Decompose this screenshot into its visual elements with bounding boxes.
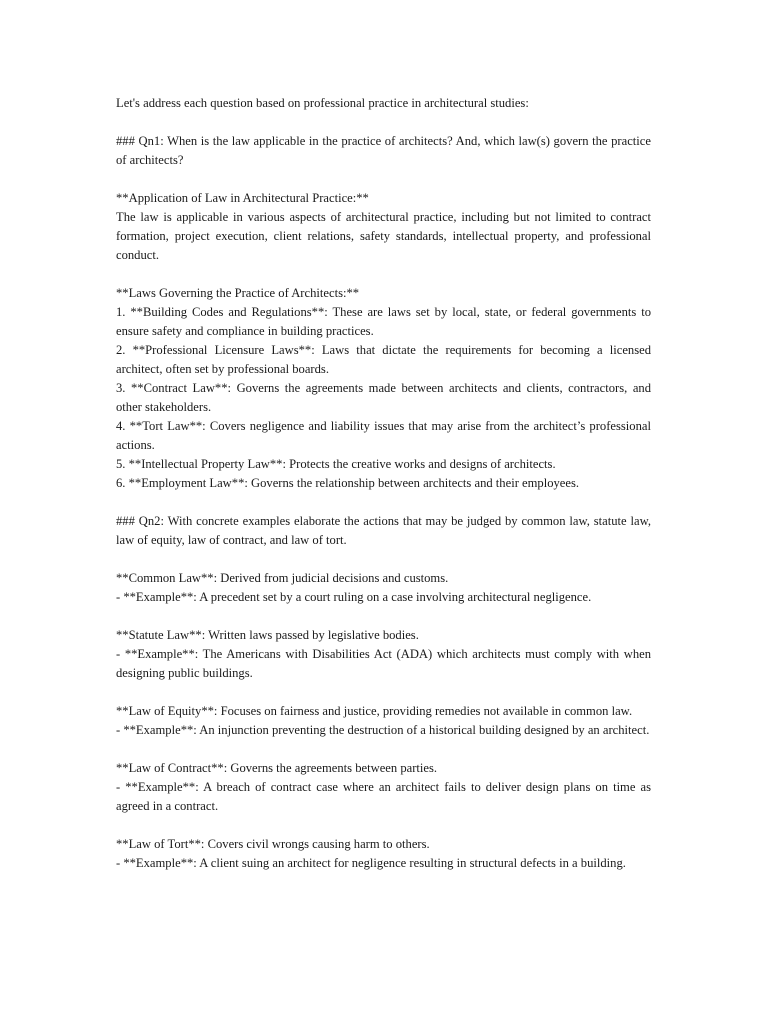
law-of-equity-title: **Law of Equity**: Focuses on fairness and justice, providing remedies not available in common law. xyxy=(116,704,633,718)
statute-law-example: - **Example**: The Americans with Disabilities Act (ADA) which architects must comply with when designing public buildings. xyxy=(116,647,651,680)
spacer xyxy=(116,683,651,702)
statute-law-title: **Statute Law**: Written laws passed by legislative bodies. xyxy=(116,628,419,642)
law-item-contract: 3. **Contract Law**: Governs the agreements made between architects and clients, contractors, and other stakeholders. xyxy=(116,381,651,414)
qn2-heading: ### Qn2: With concrete examples elaborate the actions that may be judged by common law, statute law, law of equity, law of contract, and law of tort. xyxy=(116,514,651,547)
spacer xyxy=(116,265,651,284)
law-item-tort: 4. **Tort Law**: Covers negligence and liability issues that may arise from the architect’s professional actions. xyxy=(116,419,651,452)
laws-title: **Laws Governing the Practice of Architects:** xyxy=(116,286,360,300)
qn1-heading: ### Qn1: When is the law applicable in the practice of architects? And, which law(s) govern the practice of architects? xyxy=(116,134,651,167)
law-of-contract-title: **Law of Contract**: Governs the agreements between parties. xyxy=(116,761,438,775)
law-of-contract-example: - **Example**: A breach of contract case where an architect fails to deliver design plans on time as agreed in a contract. xyxy=(116,780,651,813)
spacer xyxy=(116,816,651,835)
application-title: **Application of Law in Architectural Practice:** xyxy=(116,191,369,205)
law-item-intellectual-property: 5. **Intellectual Property Law**: Protects the creative works and designs of architects. xyxy=(116,457,556,471)
law-of-equity-example: - **Example**: An injunction preventing the destruction of a historical building designed by an architect. xyxy=(116,723,650,737)
spacer xyxy=(116,113,651,132)
spacer xyxy=(116,170,651,189)
common-law-example: - **Example**: A precedent set by a court ruling on a case involving architectural negligence. xyxy=(116,590,592,604)
spacer xyxy=(116,493,651,512)
spacer xyxy=(116,607,651,626)
application-text: The law is applicable in various aspects of architectural practice, including but not limited to contract formation, project execution, client relations, safety standards, intellectual property, and professional conduct. xyxy=(116,210,651,262)
law-item-licensure: 2. **Professional Licensure Laws**: Laws that dictate the requirements for becoming a licensed architect, often set by professional boards. xyxy=(116,343,651,376)
law-item-building-codes: 1. **Building Codes and Regulations**: These are laws set by local, state, or federal governments to ensure safety and compliance in building practices. xyxy=(116,305,651,338)
document-page xyxy=(116,94,651,873)
intro-paragraph: Let's address each question based on professional practice in architectural studies: xyxy=(116,96,529,110)
spacer xyxy=(116,550,651,569)
law-of-tort-title: **Law of Tort**: Covers civil wrongs causing harm to others. xyxy=(116,837,430,851)
spacer xyxy=(116,740,651,759)
common-law-title: **Common Law**: Derived from judicial decisions and customs. xyxy=(116,571,449,585)
law-item-employment: 6. **Employment Law**: Governs the relationship between architects and their employees. xyxy=(116,476,580,490)
law-of-tort-example: - **Example**: A client suing an architect for negligence resulting in structural defects in a building. xyxy=(116,856,626,870)
